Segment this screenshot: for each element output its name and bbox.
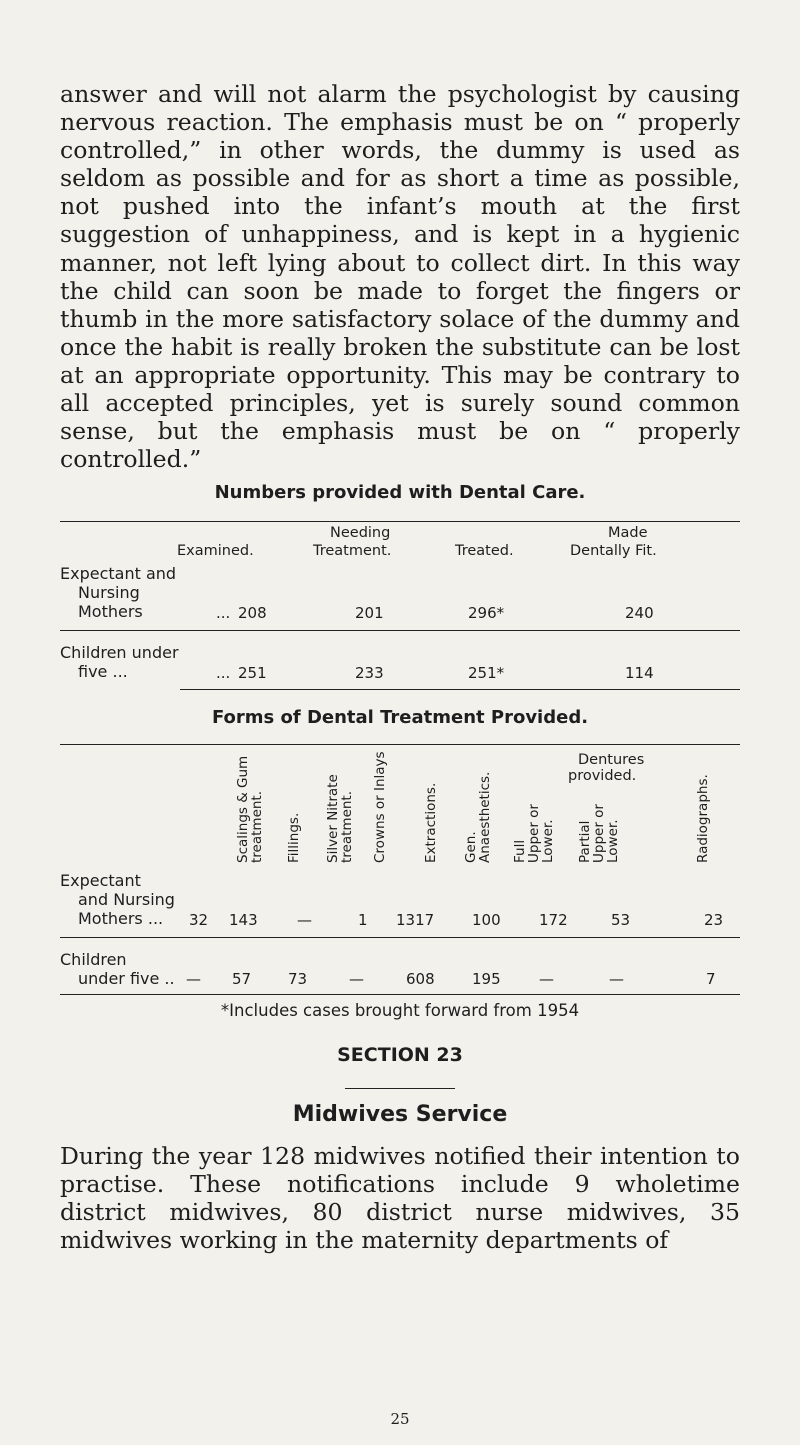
leader-dots: ...: [216, 664, 231, 682]
numbers-table-title: Numbers provided with Dental Care.: [214, 482, 586, 503]
cell-fillings: 143: [229, 911, 258, 929]
section-rule: [345, 1088, 455, 1089]
cell-partial-dentures: 53: [611, 911, 631, 929]
row-label-line: Children under: [60, 643, 179, 662]
header-extractions: [424, 783, 438, 863]
header-line: Gen.: [463, 831, 479, 863]
row-label-line: Expectant and: [60, 564, 177, 583]
header-line: Lower.: [540, 819, 556, 863]
intro-paragraph: answer and will not alarm the psychologist by causing nervous reaction. The emphasis must be on “ properly controlled,” in other words, the dummy is used as seldom as possible and for as short a time as possible, not pushed into the infant’s mouth at the first suggestion of unhappiness, and is kept in a hygienic manner, not left lying about to collect dirt. In this way the child can soon be made to forget the fingers or thumb in the more satisfactory solace of the dummy and once the habit is really broken the substitute can be lost at an appropriate opportunity. This may be contrary to all accepted principles, yet is surely sound common sense, but the emphasis must be on “ properly controlled.”: [60, 80, 740, 474]
table-row-label: [60, 950, 175, 988]
header-line: Upper or: [591, 804, 607, 863]
header-line: Crowns or Inlays: [372, 751, 388, 863]
leader-dots: ...: [216, 604, 231, 622]
header-treated: Treated.: [455, 543, 514, 559]
table-footnote: *Includes cases brought forward from 1954: [220, 1001, 580, 1020]
header-line: Upper or: [526, 804, 542, 863]
section-heading: SECTION 23: [337, 1044, 463, 1066]
table-row-label: [60, 564, 176, 621]
header-line: Silver Nitrate: [325, 774, 341, 863]
cell-radiographs: 7: [706, 970, 716, 988]
cell-fit: 114: [625, 664, 654, 682]
header-silver-nitrate: [326, 774, 354, 863]
cell-scalings: 32: [189, 911, 209, 929]
cell-examined: 208: [238, 604, 267, 622]
header-line: Full: [512, 839, 528, 863]
table-rule: [60, 630, 740, 631]
row-label-line: Nursing: [78, 583, 140, 602]
cell-extractions: 608: [406, 970, 435, 988]
cell-crowns: 1: [358, 911, 368, 929]
header-crowns: [373, 751, 387, 863]
cell-scalings: —: [186, 970, 201, 988]
header-line: Radiographs.: [695, 774, 711, 863]
page-number: 25: [390, 1410, 410, 1428]
table-rule: [180, 689, 740, 690]
header-dentures-2: provided.: [568, 768, 637, 784]
cell-treated: 251*: [468, 664, 505, 682]
cell-radiographs: 23: [704, 911, 724, 929]
table-row-label: [60, 871, 175, 928]
row-label-line: and Nursing: [78, 890, 175, 909]
header-line: Scalings & Gum: [235, 755, 251, 863]
cell-needing: 201: [355, 604, 384, 622]
header-scalings: [236, 756, 264, 863]
header-line: Lower.: [605, 819, 621, 863]
table-rule: [60, 994, 740, 995]
cell-examined: 251: [238, 664, 267, 682]
table-rule: [60, 521, 740, 522]
header-full-dentures: [513, 804, 555, 863]
cell-full-dentures: —: [539, 970, 554, 988]
cell-fit: 240: [625, 604, 654, 622]
header-fillings: [287, 813, 301, 863]
table-row-label: [60, 643, 179, 681]
midwives-paragraph: During the year 128 midwives notified their intention to practise. These notifications include 9 wholetime district midwives, 80 district nurse midwives, 35 midwives working in the maternity departments of: [60, 1142, 740, 1255]
header-line: Anaesthetics.: [477, 771, 493, 863]
forms-table-title: Forms of Dental Treatment Provided.: [211, 707, 589, 728]
header-line: Fillings.: [286, 812, 302, 863]
table-rule: [60, 744, 740, 745]
header-gen-anaesthetics: [464, 772, 492, 863]
cell-treated: 296*: [468, 604, 505, 622]
cell-needing: 233: [355, 664, 384, 682]
cell-silver: —: [297, 911, 312, 929]
cell-silver: 73: [288, 970, 308, 988]
cell-crowns: —: [349, 970, 364, 988]
header-radiographs: [696, 774, 710, 863]
table-rule: [60, 937, 740, 938]
header-examined: Examined.: [177, 543, 254, 559]
cell-gen-anaesthetics: 100: [472, 911, 501, 929]
row-label-line: Children: [60, 950, 127, 969]
cell-extractions: 1317: [396, 911, 435, 929]
header-partial-dentures: [578, 804, 620, 863]
header-needing-2: Treatment.: [313, 543, 392, 559]
header-made-2: Dentally Fit.: [570, 543, 657, 559]
row-label-line: Expectant: [60, 871, 141, 890]
cell-gen-anaesthetics: 195: [472, 970, 501, 988]
row-label-line: Mothers ...: [78, 909, 164, 928]
subsection-heading: Midwives Service: [292, 1102, 508, 1127]
cell-partial-dentures: —: [609, 970, 624, 988]
cell-fillings: 57: [232, 970, 252, 988]
row-label-line: Mothers: [78, 602, 143, 621]
cell-full-dentures: 172: [539, 911, 568, 929]
header-dentures-1: Dentures: [578, 752, 645, 768]
header-line: Partial: [577, 820, 593, 863]
row-label-line: under five ..: [78, 969, 175, 988]
header-made-1: Made: [608, 525, 648, 541]
header-line: treatment.: [249, 790, 265, 863]
row-label-line: five ...: [78, 662, 128, 681]
header-needing-1: Needing: [330, 525, 391, 541]
header-line: Extractions.: [423, 782, 439, 863]
header-line: treatment.: [339, 790, 355, 863]
